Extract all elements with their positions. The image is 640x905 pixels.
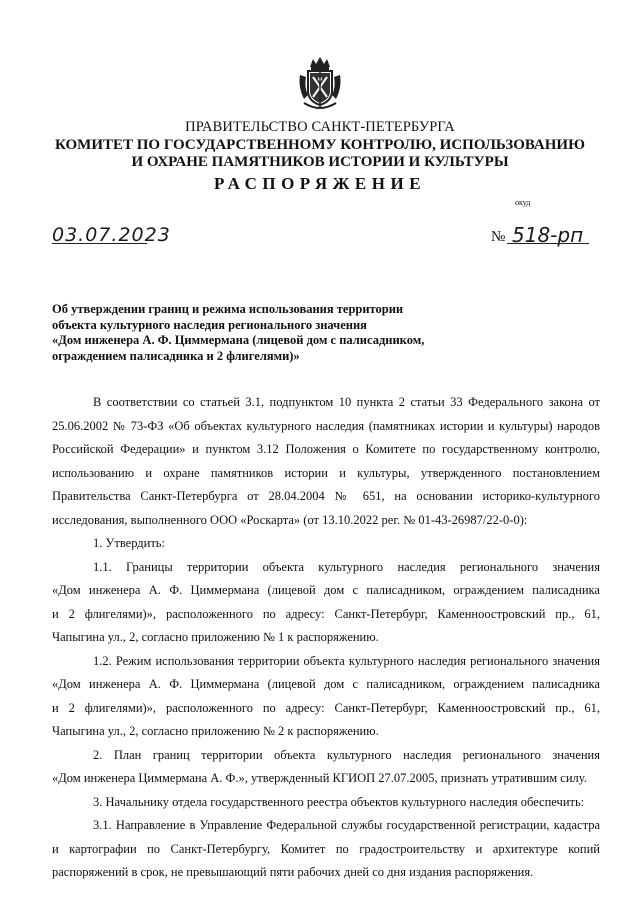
number-sign: № (491, 229, 506, 245)
paragraph-line: В соответствии со статьей 3.1, подпунктом 10 пункта 2 статьи 33 Федерального закона от (93, 395, 600, 409)
paragraph-line: Чапыгина ул., 2, согласно приложению № 2 к распоряжению. (52, 724, 379, 738)
paragraph-line: «Дом инженера А. Ф. Циммермана (лицевой дом с палисадником, ограждением палисадника (52, 583, 600, 597)
committee-name-line-1: КОМИТЕТ ПО ГОСУДАРСТВЕННОМУ КОНТРОЛЮ, ИСПОЛЬЗОВАНИЮ (55, 137, 585, 153)
document-date: 03.07.2023 (52, 224, 171, 246)
title-line: ограждением палисадника и 2 флигелями)» (52, 348, 300, 363)
paragraph-line: 3.1. Направление в Управление Федеральной службы государственной регистрации, кадастра (93, 818, 600, 832)
paragraph-line: и картографии по Санкт-Петербургу, Комитет по градостроительству и архитектуре копий (52, 841, 600, 856)
paragraph-line: и 2 флигелями)», расположенного по адресу: Санкт-Петербург, Каменноостровский пр., 61, (52, 700, 600, 715)
committee-name-line-2: И ОХРАНЕ ПАМЯТНИКОВ ИСТОРИИ И КУЛЬТУРЫ (131, 154, 509, 170)
paragraph-line: 25.06.2002 № 73-ФЗ «Об объектах культурного наследия (памятниках истории и культуры) народов (52, 418, 600, 433)
paragraph-line: 1.1. Границы территории объекта культурного наследия регионального значения (93, 559, 600, 574)
paragraph-line: Российской Федерации» и пунктом 3.12 Положения о Комитете по государственному контролю, (52, 442, 600, 456)
number-underline (507, 243, 589, 244)
document-title (52, 302, 472, 364)
paragraph-line: 1.2. Режим использования территории объекта культурного наследия регионального значения (93, 653, 600, 668)
title-line: объекта культурного наследия регионального значения (52, 317, 367, 332)
paragraph-line: использованию и охране памятников истории и культуры, утвержденного постановлением (52, 465, 600, 480)
paragraph-line: 2. План границ территории объекта культурного наследия регионального значения (93, 747, 600, 762)
coat-of-arms-icon (296, 55, 344, 113)
paragraph-line: и 2 флигелями)», расположенного по адресу: Санкт-Петербург, Каменноостровский пр., 61, (52, 606, 600, 621)
paragraph-line: распоряжений в срок, не превышающий пяти рабочих дней со дня издания распоряжения. (52, 865, 534, 879)
paragraph-line: «Дом инженера А. Ф. Циммермана (лицевой дом с палисадником, ограждением палисадника (52, 677, 600, 691)
paragraph-line: 1. Утвердить: (93, 536, 165, 550)
okud-label: окуд (515, 198, 531, 207)
government-name: ПРАВИТЕЛЬСТВО САНКТ-ПЕТЕРБУРГА (185, 119, 455, 135)
title-line: Об утверждении границ и режима использования территории (52, 302, 404, 316)
date-underline (52, 243, 147, 244)
paragraph-line: исследования, выполненного ООО «Роскарта» (от 13.10.2022 рег. № 01-43-26987/22-0-0): (52, 512, 528, 527)
paragraph-line: Правительства Санкт-Петербурга от 28.04.2004 № 651, на основании историко-культурного (52, 489, 600, 503)
document-type: РАСПОРЯЖЕНИЕ (213, 174, 427, 193)
document-number: 518-рп (512, 223, 584, 247)
paragraph-line: 3. Начальнику отдела государственного реестра объектов культурного наследия обеспечить: (93, 794, 585, 809)
paragraph-line: «Дом инженера Циммермана А. Ф.», утвержденный КГИОП 27.07.2005, признать утратившим силу. (52, 771, 587, 785)
title-line: «Дом инженера А. Ф. Циммермана (лицевой дом с палисадником, (52, 333, 425, 347)
paragraph-line: Чапыгина ул., 2, согласно приложению № 1 к распоряжению. (52, 630, 379, 644)
